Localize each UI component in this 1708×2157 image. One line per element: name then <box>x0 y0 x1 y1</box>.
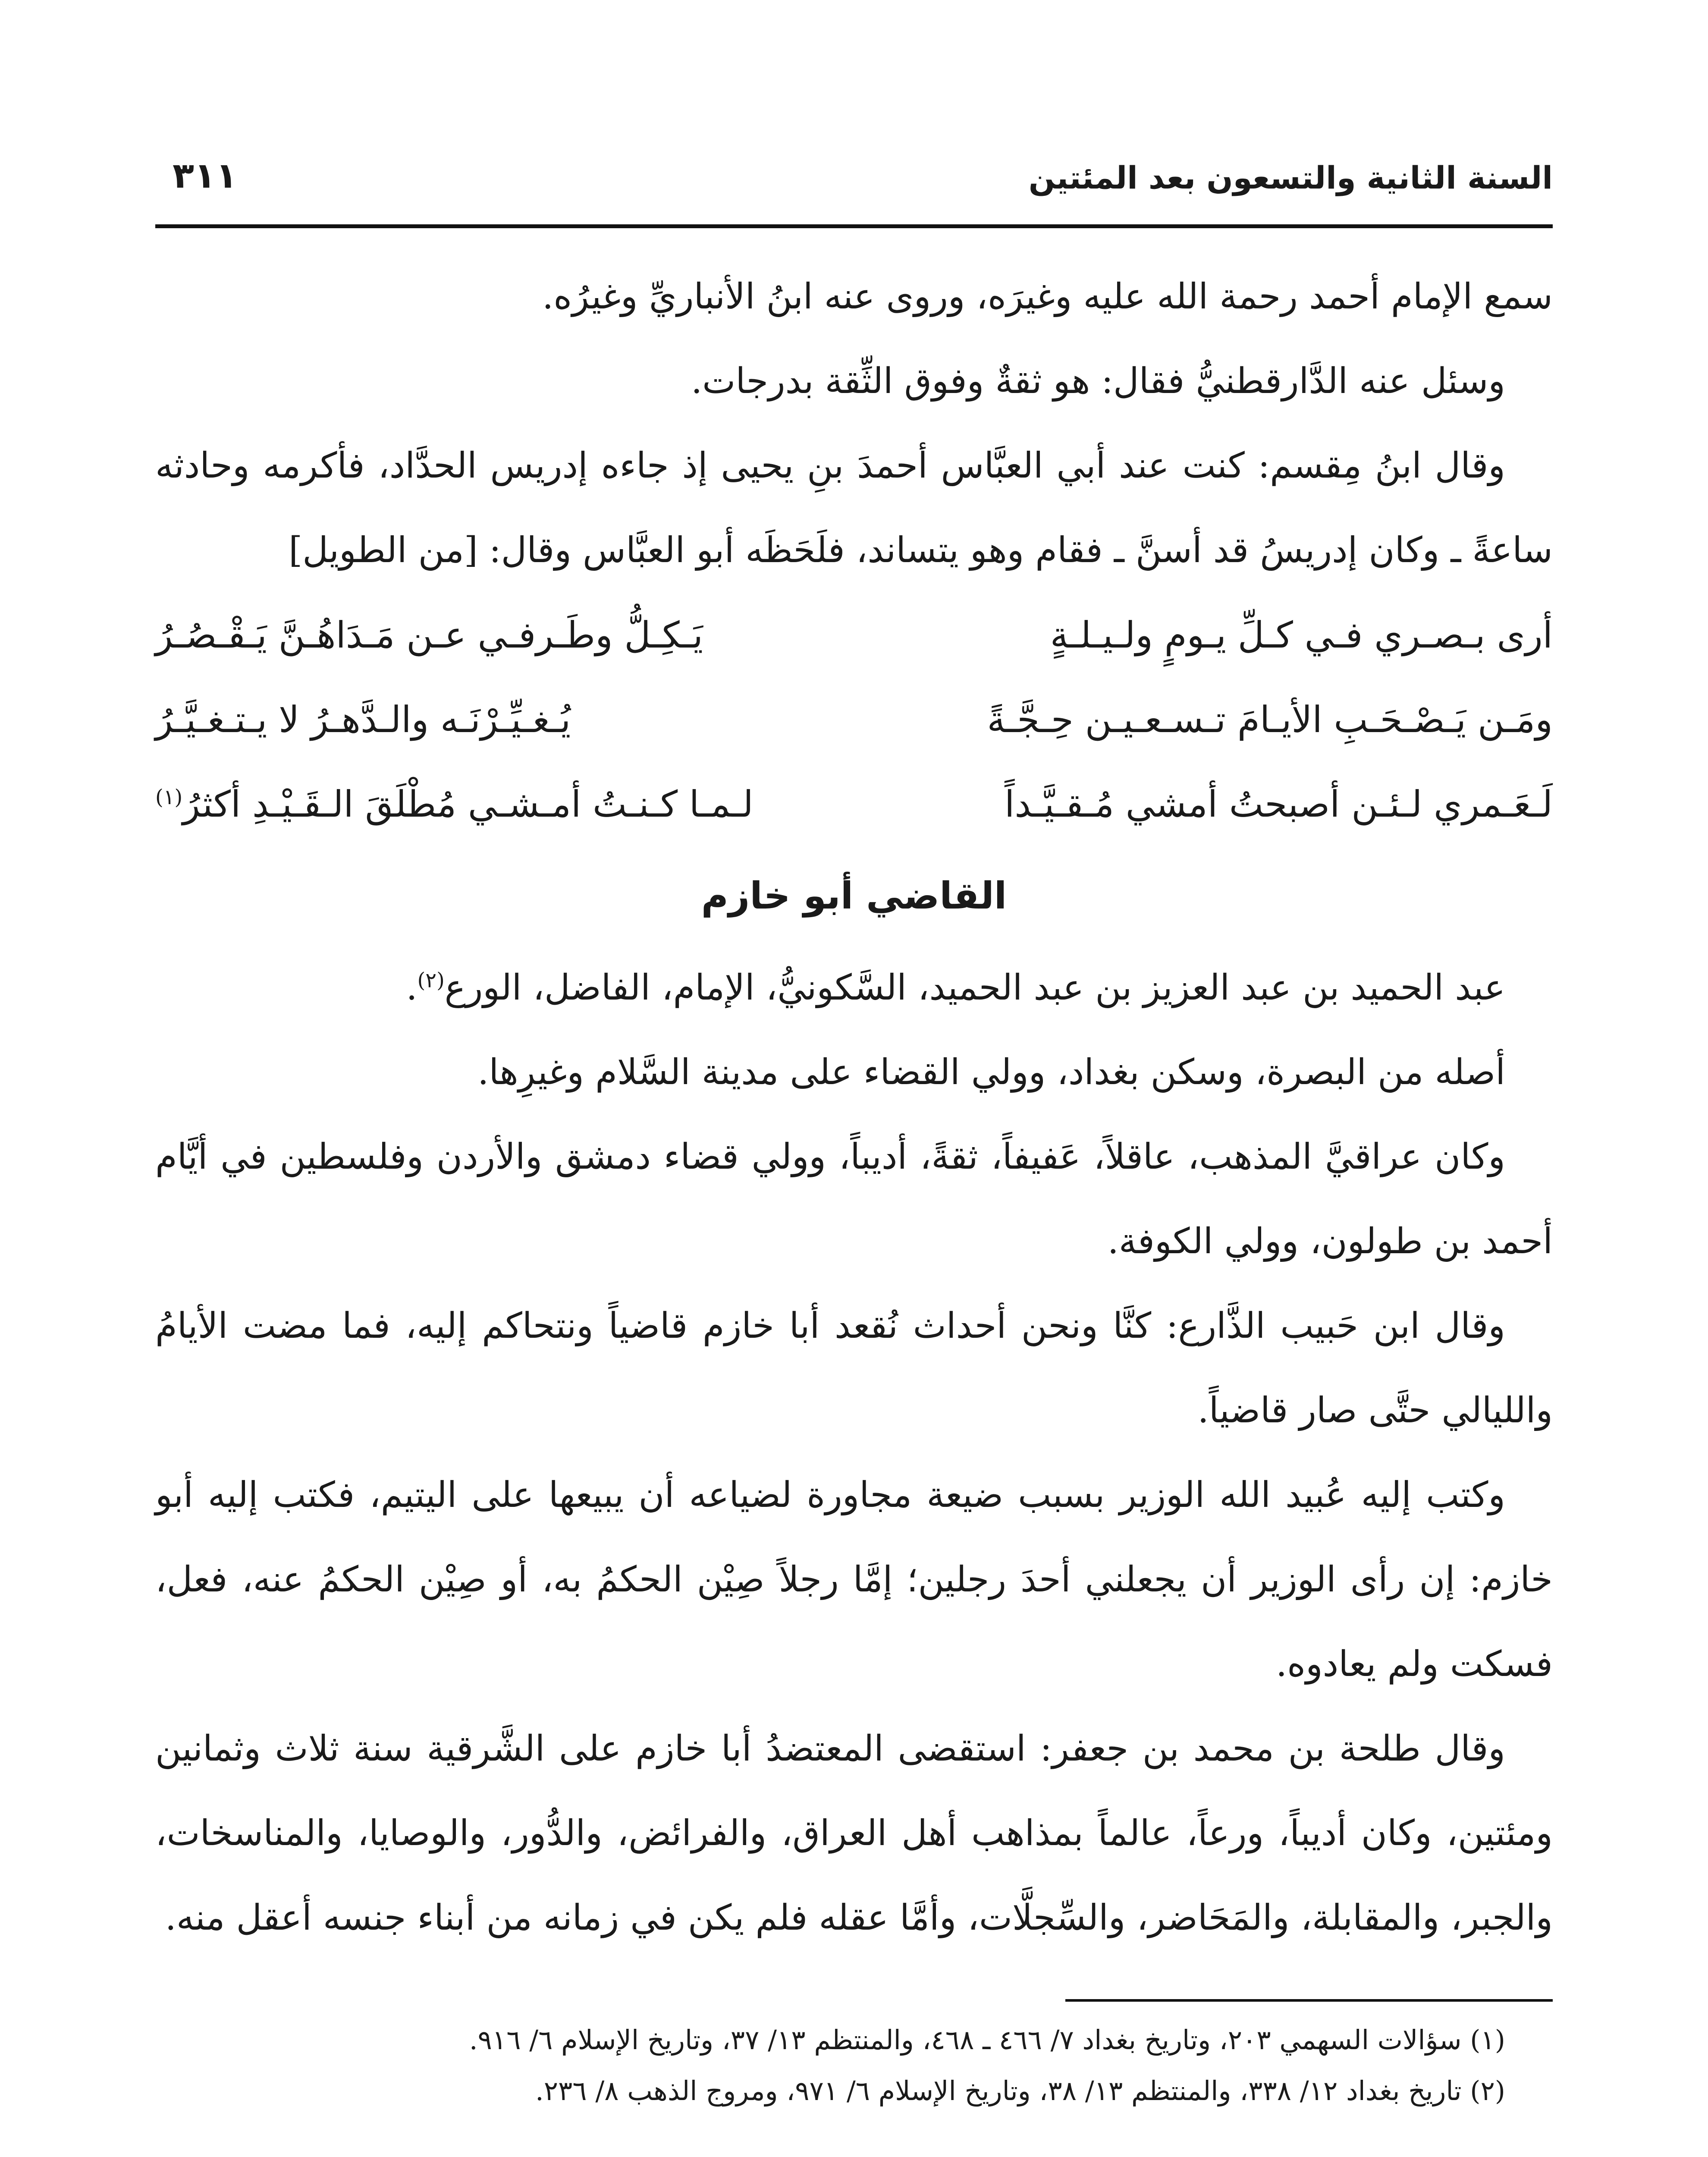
verse-first-hemistich: لَـعَـمري لـئـن أصبحتُ أمشي مُـقـيَّـداً <box>1005 783 1553 825</box>
footnote-ref: (٢) <box>417 968 445 993</box>
paragraph <box>155 946 1553 1030</box>
book-page <box>155 142 1553 2157</box>
footnote-rule <box>1065 1999 1553 2002</box>
hemistich-text: يَـكِـلُّ وطَـرفـي عـن مَـدَاهُـنَّ يَـقْـصُـرُ <box>155 614 703 656</box>
footnote-ref: (١) <box>155 785 183 809</box>
poem-verse <box>155 677 1553 762</box>
hemistich-text: لـمـا كـنـتُ أمـشـي مُطْلَقَ الـقَـيْـدِ أكثرُ <box>182 783 754 825</box>
verse-first-hemistich: أرى بـصـري فـي كـلِّ يـومٍ ولـيـلـةٍ <box>1050 614 1553 656</box>
main-text <box>155 255 1553 2116</box>
paragraph-end: . <box>406 967 418 1008</box>
paragraph: وكتب إليه عُبيد الله الوزير بسبب ضيعة مجاورة لضياعه أن يبيعها على اليتيم، فكتب إليه أبو خازم: إن رأى الوزير أن يجعلني أحدَ رجلين؛ إمَّا رجلاً صِيْن الحكمُ به، أو صِيْن الحكمُ عنه، فعل، فسكت ولم يعادوه. <box>155 1475 1553 1685</box>
verse-second-hemistich <box>155 677 828 762</box>
poem-verse <box>155 762 1553 846</box>
running-title: السنة الثانية والتسعون بعد المئتين <box>1028 160 1553 196</box>
verse-second-hemistich <box>155 593 828 677</box>
paragraph: وقال ابن حَبيب الذَّارع: كنَّا ونحن أحداث نُقعد أبا خازم قاضياً ونتحاكم إليه، فما مضت الأيامُ والليالي حتَّى صار قاضياً. <box>155 1305 1553 1431</box>
paragraph: سمع الإمام أحمد رحمة الله عليه وغيرَه، وروى عنه ابنُ الأنباريِّ وغيرُه. <box>542 276 1553 317</box>
paragraph: أصله من البصرة، وسكن بغداد، وولي القضاء على مدينة السَّلام وغيرِها. <box>477 1052 1505 1093</box>
page-number: ٣١١ <box>173 155 238 196</box>
paragraph-text: عبد الحميد بن عبد العزيز بن عبد الحميد، السَّكونيُّ، الإمام، الفاضل، الورع <box>444 967 1505 1008</box>
footnotes <box>155 2015 1553 2116</box>
verse-second-hemistich <box>155 762 828 846</box>
hemistich-text: يُـغـيِّـرْنَـه والـدَّهـرُ لا يـتـغـيَّـرُ <box>155 698 571 741</box>
running-header <box>155 142 1553 229</box>
header-rule <box>155 224 1553 228</box>
paragraph: وكان عراقيَّ المذهب، عاقلاً، عَفيفاً، ثقةً، أديباً، وولي قضاء دمشق والأردن وفلسطين في أيَّام أحمد بن طولون، وولي الكوفة. <box>155 1136 1553 1262</box>
paragraph: وقال طلحة بن محمد بن جعفر: استقضى المعتضدُ أبا خازم على الشَّرقية سنة ثلاث وثمانين ومئتين، وكان أديباً، ورعاً، عالماً بمذاهب أهل العراق، والفرائض، والدُّور، والوصايا، والمناسخات، والجبر، والمقابلة، والمَحَاضر، والسِّجلَّات، وأمَّا عقله فلم يكن في زمانه من أبناء جنسه أعقل منه. <box>155 1728 1553 1938</box>
paragraph: وسئل عنه الدَّارقطنيُّ فقال: هو ثقةٌ وفوق الثِّقة بدرجات. <box>691 361 1505 402</box>
poem <box>155 593 1553 846</box>
footnote: (٢) تاريخ بغداد ١٢/ ٣٣٨، والمنتظم ١٣/ ٣٨، وتاريخ الإسلام ٦/ ٩٧١، ومروج الذهب ٨/ ٢٣٦. <box>535 2075 1505 2107</box>
poem-verse <box>155 593 1553 677</box>
paragraph: وقال ابنُ مِقسم: كنت عند أبي العبَّاس أحمدَ بنِ يحيى إذ جاءه إدريس الحدَّاد، فأكرمه وحادثه ساعةً ـ وكان إدريسُ قد أسنَّ ـ فقام وهو يتساند، فلَحَظَه أبو العبَّاس وقال: [من الطويل] <box>155 445 1553 571</box>
footnote: (١) سؤالات السهمي ٢٠٣، وتاريخ بغداد ٧/ ٤٦٦ ـ ٤٦٨، والمنتظم ١٣/ ٣٧، وتاريخ الإسلام ٦/ ٩١٦. <box>469 2024 1505 2056</box>
verse-first-hemistich: ومَـن يَـصْـحَـبِ الأيـامَ تـسـعـيـن حِـجَّـةً <box>987 698 1553 741</box>
section-title: القاضي أبو خازم <box>701 874 1007 918</box>
